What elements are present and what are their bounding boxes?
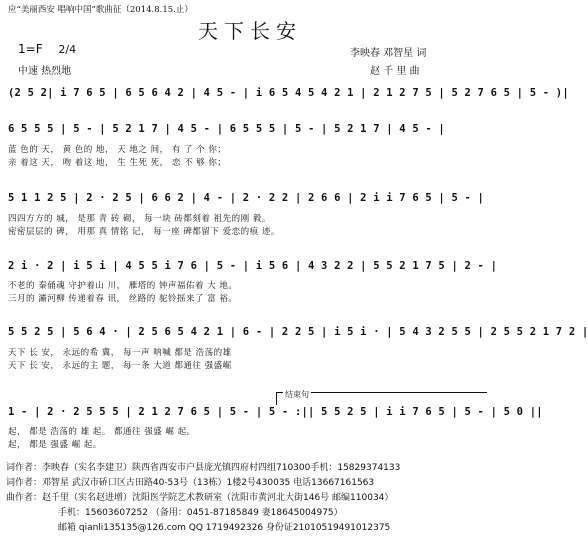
- staff-line-6-lyrics-2: 起， 都是 强盛 崛 起。: [8, 440, 102, 450]
- staff-line-4-notes: 2 i · 2 | i 5 i | 4 5 5 i 7 6 | 5 - | i 5 6 | 4 3 2 2 | 5 5 2 1 7 5 | 2 - |: [8, 260, 498, 272]
- footer-composer: 曲作者：赵千里（实名赵进增）沈阳医学院艺术教研室（沈阳市黄河北大街146号 邮编110034）: [6, 493, 394, 503]
- header-note: 应“美丽西安 唱响中国”歌曲征（2014.8.15.止）: [8, 5, 193, 15]
- tempo-marking: 中速 热烈地: [18, 66, 72, 77]
- time-signature: 2/4: [58, 43, 77, 56]
- key-label: 1=F: [18, 42, 43, 56]
- staff-line-5-lyrics-2: 天下 长 安， 永远的主 题， 每一条 大道 都通往 强盛崛: [8, 361, 232, 371]
- staff-line-2-notes: 6 5 5 5 | 5 - | 5 2 1 7 | 4 5 - | 6 5 5 5 | 5 - | 5 2 1 7 | 4 5 - |: [8, 123, 445, 135]
- footer-lyricist-1: 词作者：李映春（实名李建卫）陕西省西安市户县庞光镇四府村四组710300手机：15829374133: [6, 463, 401, 473]
- key-signature: [18, 42, 76, 56]
- staff-line-1-notes: (2 5 2| i 7 6 5 | 6 5 6 4 2 | 4 5 - | i 6 5 4 5 4 2 1 | 2 1 2 7 5 | 5 2 7 6 5 | 5 - )|: [8, 87, 569, 99]
- ending-label: 结束句: [285, 390, 309, 399]
- staff-line-2-lyrics-1: 蓝 色的 天， 黄 色的 地， 天 地之 间， 有 了 个 你；: [8, 145, 227, 155]
- staff-line-2-lyrics-2: 亲 着这 天， 吻 着这 地， 生 生死 死， 恋 不 够 你；: [8, 158, 227, 168]
- song-title: 天下长安: [198, 19, 302, 43]
- footer-contact: 邮箱 qianli135135@126.com QQ 1719492326 身份证21010519491012375: [58, 523, 391, 533]
- footer-phone: 手机：15603607252 （备用：0451-87185849 妻18645004975）: [58, 508, 343, 518]
- composer-credit: 赵 千 里 曲: [370, 66, 420, 77]
- staff-line-5-notes: 5 5 2 5 | 5 6 4 · | 2 5 6 5 4 2 1 | 6 - | 2 2 5 | i 5 i · | 5 4 3 2 5 5 | 2 5 5 2 1 7 2 |: [8, 326, 588, 338]
- staff-line-3-notes: 5 1 1 2 5 | 2 · 2 5 | 6 6 2 | 4 - | 2 · 2 2 | 2 6 6 | 2 i i 7 6 5 | 5 - |: [8, 192, 485, 204]
- staff-line-6-lyrics-1: 起， 都是 浩荡的 雄 起。 都通往 强盛 崛 起。: [8, 427, 196, 437]
- staff-line-5-lyrics-1: 天下 长 安， 永远的希 冀， 每一声 呐喊 都是 浩荡的雄: [8, 348, 232, 358]
- staff-line-4-lyrics-1: 不老的 秦俑魂 守护着山 川， 雁塔的 钟声福佑着 大 地。: [8, 281, 238, 291]
- ending-bracket: [276, 392, 487, 405]
- staff-line-3-lyrics-1: 四四方方的 城， 是那 青 砖 砌， 每一块 砖都刻着 祖先的刚 毅。: [8, 214, 271, 224]
- lyricist-credit: 李映春 邓智星 词: [350, 48, 427, 59]
- staff-line-4-lyrics-2: 三月的 灞河柳 传递着春 讯， 丝路的 驼铃摇来了 富 裕。: [8, 294, 238, 304]
- footer-lyricist-2: 词作者：邓智星 武汉市硚口区古田路40-53号（13栋）1楼2号430035 电话13667161563: [6, 478, 375, 488]
- staff-line-6-notes: 1 - | 2 · 2 5 5 5 | 2 1 2 7 6 5 | 5 - | 5 - :|| 5 5 2 5 | i i 7 6 5 | 5 - | 5 0 ||: [8, 406, 543, 418]
- staff-line-3-lyrics-2: 密密层层的 碑， 用那 真 情铭 记， 每一座 碑都留下 爱恋的痕 迹。: [8, 227, 280, 237]
